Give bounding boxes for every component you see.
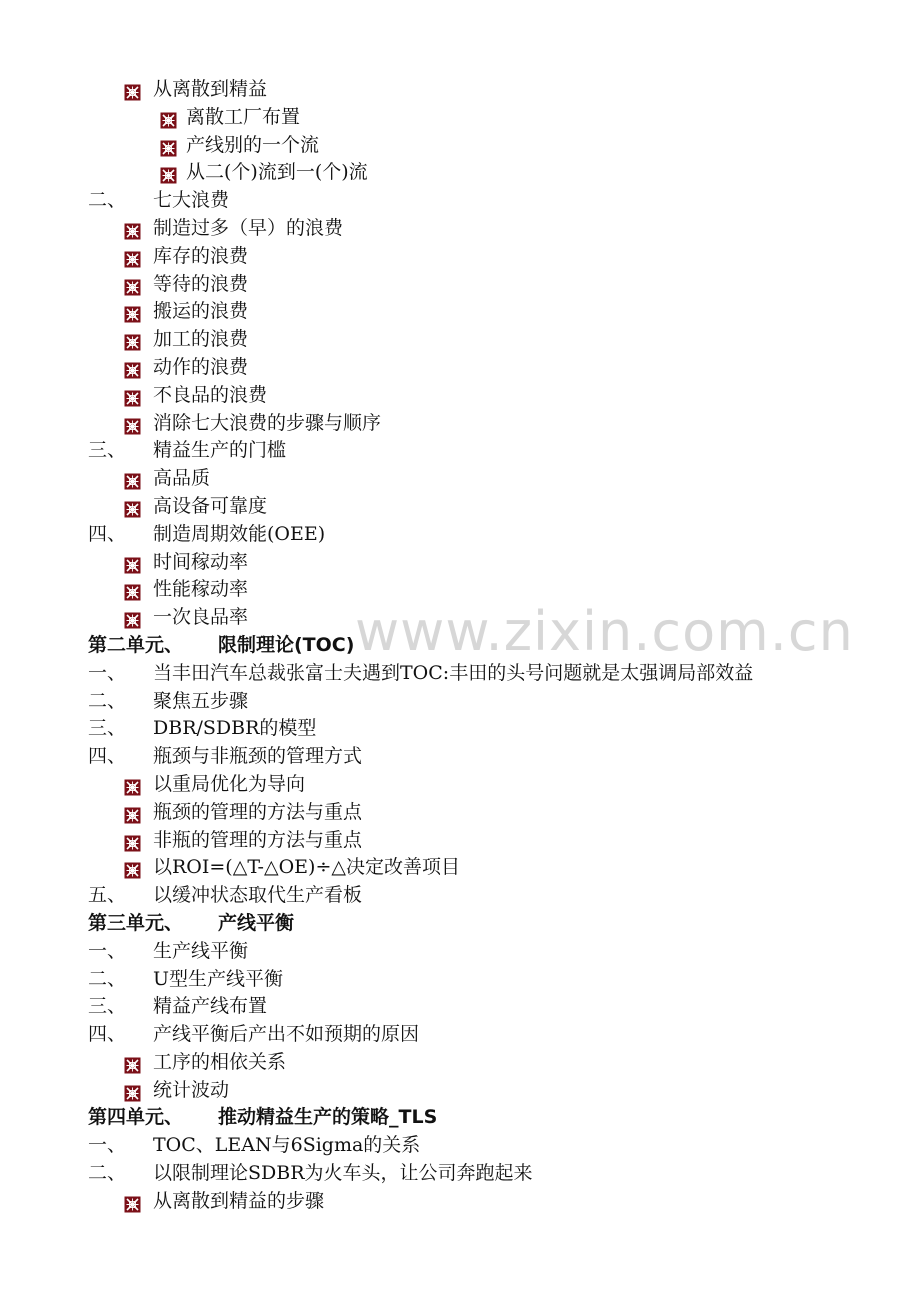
bullet-item: [0, 382, 920, 410]
bullet-item: [0, 1077, 920, 1105]
item-text: 从二(个)流到一(个)流: [186, 161, 368, 184]
numbered-item: [0, 660, 920, 688]
numbered-item: [0, 1132, 920, 1160]
numbered-item: [0, 437, 920, 465]
item-text: 等待的浪费: [153, 272, 249, 295]
item-number: 二、: [88, 189, 127, 212]
numbered-item: [0, 882, 920, 910]
bullet-box-icon: [124, 249, 141, 266]
bullet-item: [0, 410, 920, 438]
item-text: 聚焦五步骤: [153, 689, 249, 712]
bullet-box-icon: [124, 1055, 141, 1072]
item-number: 第四单元、: [88, 1106, 184, 1129]
bullet-item: [0, 76, 920, 104]
bullet-box-icon: [124, 805, 141, 822]
item-text: 非瓶的管理的方法与重点: [153, 828, 363, 851]
item-text: 搬运的浪费: [153, 300, 249, 323]
numbered-item: [0, 688, 920, 716]
bullet-item: [0, 854, 920, 882]
bullet-box-icon: [124, 304, 141, 321]
bullet-box-icon: [124, 416, 141, 433]
item-text: DBR/SDBR的模型: [153, 717, 317, 740]
item-number: 一、: [88, 1134, 127, 1157]
item-text: 以ROI=(△T-△OE)÷△决定改善项目: [153, 856, 460, 879]
item-text: 高品质: [153, 467, 211, 490]
item-text: 库存的浪费: [153, 244, 249, 267]
bullet-item: [0, 354, 920, 382]
numbered-item: [0, 1021, 920, 1049]
item-text: 当丰田汽车总裁张富士夫遇到TOC:丰田的头号问题就是太强调局部效益: [153, 661, 754, 684]
bullet-box-icon: [124, 388, 141, 405]
bullet-item: [0, 549, 920, 577]
item-text: 以限制理论SDBR为火车头，让公司奔跑起来: [153, 1162, 533, 1185]
bullet-box-icon: [124, 1083, 141, 1100]
bullet-box-icon: [124, 610, 141, 627]
item-text: 加工的浪费: [153, 328, 249, 351]
item-number: 四、: [88, 745, 127, 768]
item-number: 第二单元、: [88, 633, 184, 656]
bullet-item: [0, 215, 920, 243]
item-text: 统计波动: [153, 1078, 230, 1101]
item-number: 第三单元、: [88, 911, 184, 934]
bullet-item: [0, 132, 920, 160]
numbered-item: [0, 993, 920, 1021]
bullet-item: [0, 326, 920, 354]
item-text: 离散工厂布置: [186, 105, 301, 128]
bullet-item: [0, 1049, 920, 1077]
item-number: 三、: [88, 439, 127, 462]
bullet-box-icon: [124, 1194, 141, 1211]
bullet-item: [0, 799, 920, 827]
item-number: 一、: [88, 939, 127, 962]
bullet-box-icon: [124, 82, 141, 99]
item-number: 二、: [88, 967, 127, 990]
watermark: www.zixin.com.cn: [355, 600, 854, 663]
bullet-item: [0, 827, 920, 855]
bullet-box-icon: [124, 777, 141, 794]
bullet-box-icon: [124, 471, 141, 488]
bullet-item: [0, 298, 920, 326]
item-text: U型生产线平衡: [153, 967, 284, 990]
item-text: 以重局优化为导向: [153, 772, 306, 795]
item-text: 制造周期效能(OEE): [153, 522, 326, 545]
numbered-item: [0, 743, 920, 771]
bullet-item: [0, 771, 920, 799]
bullet-box-icon: [124, 360, 141, 377]
item-number: 一、: [88, 661, 127, 684]
bullet-box-icon: [124, 555, 141, 572]
bullet-box-icon: [124, 332, 141, 349]
numbered-item: [0, 187, 920, 215]
unit-heading: [0, 910, 920, 938]
item-number: 四、: [88, 522, 127, 545]
bullet-item: [0, 493, 920, 521]
item-number: 三、: [88, 717, 127, 740]
bullet-box-icon: [124, 582, 141, 599]
bullet-item: [0, 159, 920, 187]
item-text: 七大浪费: [153, 189, 230, 212]
numbered-item: [0, 715, 920, 743]
bullet-box-icon: [160, 110, 177, 127]
item-text: 不良品的浪费: [153, 383, 268, 406]
item-number: 二、: [88, 1162, 127, 1185]
bullet-box-icon: [124, 277, 141, 294]
item-text: 性能稼动率: [153, 578, 249, 601]
bullet-box-icon: [124, 833, 141, 850]
numbered-item: [0, 521, 920, 549]
item-number: 五、: [88, 884, 127, 907]
bullet-item: [0, 1188, 920, 1216]
numbered-item: [0, 938, 920, 966]
item-text: 从离散到精益的步骤: [153, 1189, 325, 1212]
item-text: 精益产线布置: [153, 995, 268, 1018]
item-text: 推动精益生产的策略_TLS: [218, 1106, 438, 1129]
item-text: 瓶颈的管理的方法与重点: [153, 800, 363, 823]
item-text: 时间稼动率: [153, 550, 249, 573]
item-text: 一次良品率: [153, 606, 249, 629]
bullet-box-icon: [124, 860, 141, 877]
item-number: 四、: [88, 1023, 127, 1046]
bullet-box-icon: [160, 165, 177, 182]
item-text: 动作的浪费: [153, 355, 249, 378]
bullet-box-icon: [160, 138, 177, 155]
item-text: 产线别的一个流: [186, 133, 320, 156]
bullet-item: [0, 243, 920, 271]
item-text: 消除七大浪费的步骤与顺序: [153, 411, 382, 434]
item-text: 精益生产的门槛: [153, 439, 287, 462]
item-text: 产线平衡后产出不如预期的原因: [153, 1023, 420, 1046]
unit-heading: [0, 1104, 920, 1132]
item-text: 制造过多（早）的浪费: [153, 216, 344, 239]
bullet-item: [0, 465, 920, 493]
bullet-box-icon: [124, 499, 141, 516]
bullet-item: [0, 271, 920, 299]
item-text: 限制理论(TOC): [218, 633, 355, 656]
numbered-item: [0, 1160, 920, 1188]
item-text: 以缓冲状态取代生产看板: [153, 884, 363, 907]
bullet-box-icon: [124, 221, 141, 238]
item-number: 二、: [88, 689, 127, 712]
numbered-item: [0, 966, 920, 994]
bullet-item: [0, 104, 920, 132]
item-text: TOC、LEAN与6Sigma的关系: [153, 1134, 421, 1157]
item-text: 从离散到精益: [153, 78, 268, 100]
item-text: 高设备可靠度: [153, 494, 268, 517]
item-text: 产线平衡: [218, 911, 295, 934]
item-text: 工序的相依关系: [153, 1050, 287, 1073]
item-text: 瓶颈与非瓶颈的管理方式: [153, 745, 363, 768]
item-text: 生产线平衡: [153, 939, 249, 962]
item-number: 三、: [88, 995, 127, 1018]
